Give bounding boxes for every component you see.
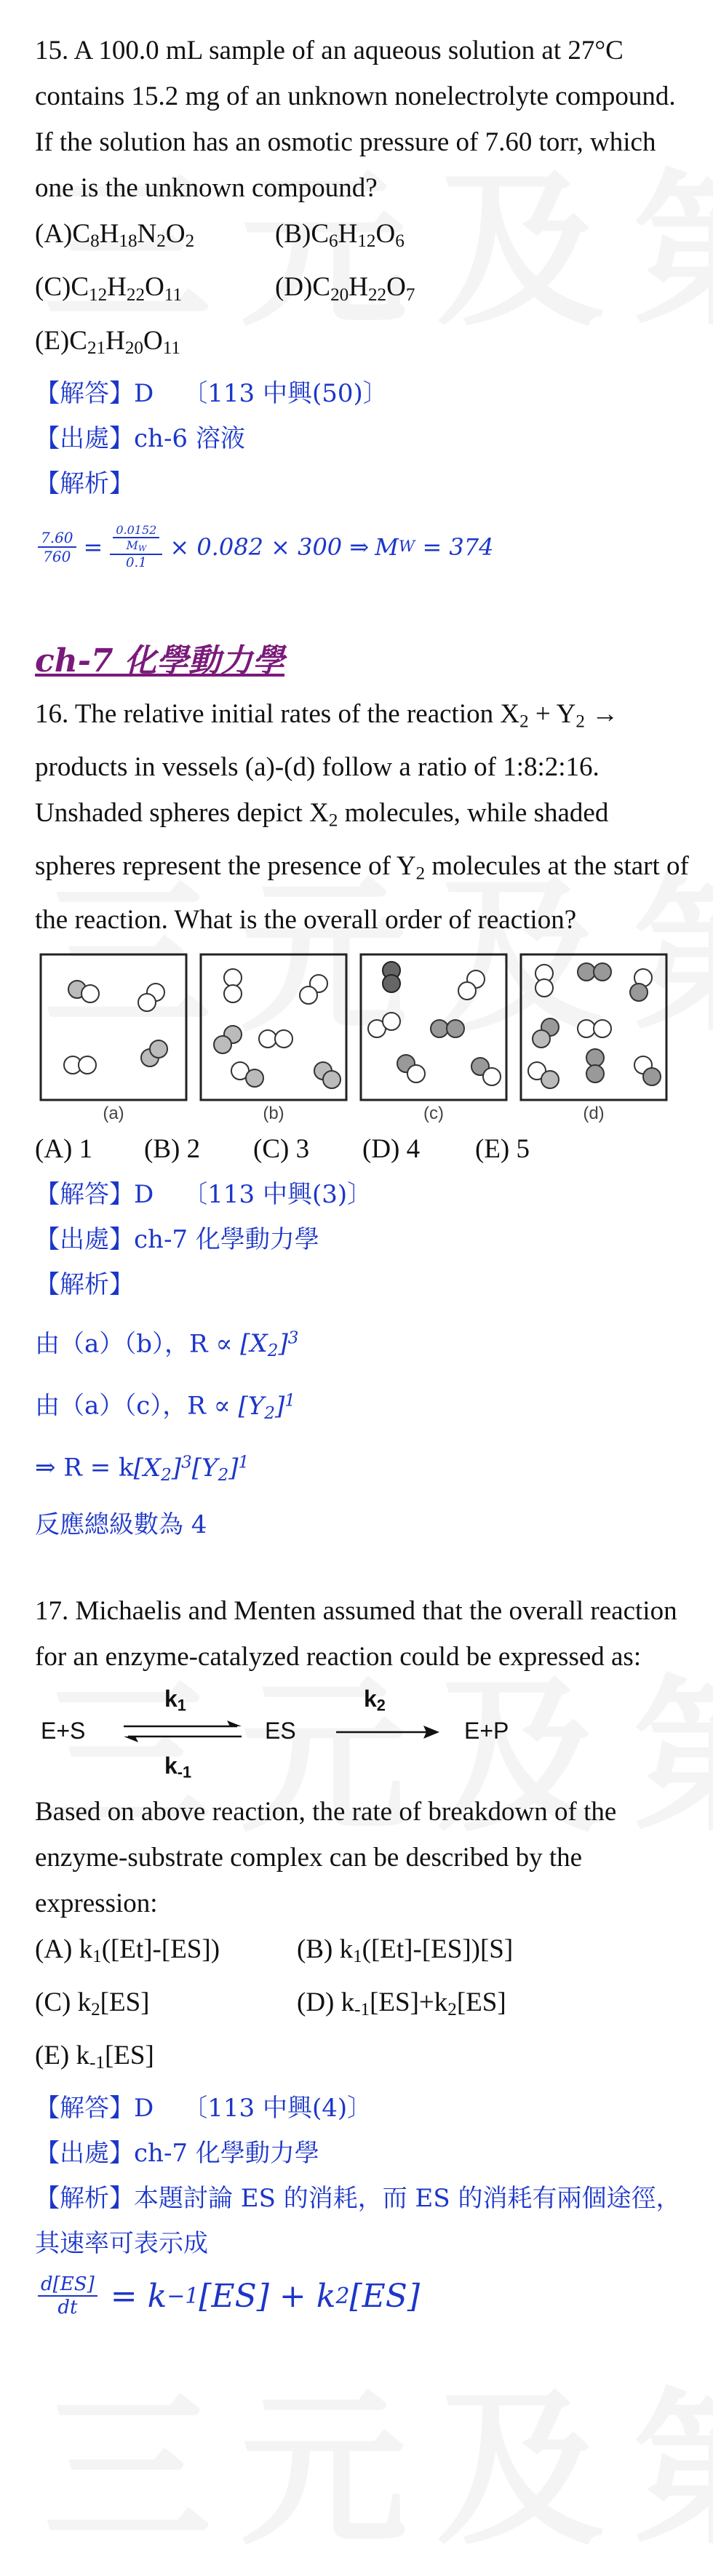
question-text-2: Based on above reaction, the rate of breakdown of the enzyme-substrate complex can be described by the expression:	[35, 1796, 617, 1918]
osmotic-equation: $\frac{7.60}{760}$ = $\frac{\frac{0.0152}{M_W}}{0.1}$ × 0.082 × 300 ⇒ M W = 374	[35, 511, 690, 583]
answer-line: 【解答】D 〔113 中興(3)〕	[35, 1179, 373, 1209]
option-b: (B)C6H12O6	[275, 219, 405, 252]
question-text: 15. A 100.0 mL sample of an aqueous solution at 27°C contains 15.2 mg of an unknown nonelectrolyte compound. If the solution has an osmotic pressure of 7.60 torr, which one is the unknown compound?	[35, 36, 676, 203]
question-15	[35, 28, 690, 583]
analysis-line: 由（a）（c），$R \propto [Y_2]^1$	[35, 1391, 295, 1423]
complex: ES	[265, 1717, 296, 1744]
document-body	[35, 28, 690, 2318]
vessels-figure	[35, 949, 675, 1123]
vessel-d	[521, 954, 666, 1123]
question-text: 16. The relative initial rates of the reaction $X_2 + Y_2$ → products in vessels (a)-(d) follow a ratio of 1:8:2:16. Unshaded spheres depict $X_2$ molecules, while shaded spheres represent the presence of $Y_2$ molecules at the start of the reaction. What is the overall order of reaction?	[35, 698, 689, 935]
options-row	[35, 318, 690, 371]
question-17	[35, 1588, 690, 2319]
option-c: (C)C12H22O11	[35, 272, 183, 305]
option-d: (D) k-1[ES]+k2[ES]	[297, 1987, 506, 2020]
question-16	[35, 691, 690, 1547]
option-a: (A)C8H18N2O2	[35, 219, 195, 252]
analysis-conclusion: 反應總級數為 4	[35, 1510, 207, 1539]
equilibrium-arrow-icon	[121, 1718, 244, 1747]
k-1-label: $k_{-1}$	[164, 1752, 192, 1782]
rate-equation: $\frac{d[ES]}{dt}$ = k −1 [ES] + k 2 [ES]	[35, 2273, 690, 2318]
option-b: (B) k1([Et]-[ES])[S]	[297, 1934, 514, 1966]
source-line: 【出處】ch-6 溶液	[35, 423, 245, 453]
vessel-c	[361, 954, 506, 1123]
vessel-label: (b)	[263, 1103, 284, 1123]
option-b: (B) 2	[144, 1133, 201, 1164]
option-d: (D) 4	[362, 1133, 421, 1164]
source-line: 【出處】ch-7 化學動力學	[35, 1224, 319, 1254]
option-e: (E) 5	[475, 1133, 530, 1164]
option-c: (C) 3	[253, 1133, 310, 1164]
options-row	[35, 2033, 690, 2086]
chapter-heading: ch-7 化學動力學	[35, 642, 284, 679]
analysis-label: 【解析】	[35, 468, 134, 498]
option-a: (A) 1	[35, 1133, 93, 1164]
k2-label: $k_2$	[364, 1685, 386, 1715]
options-row	[35, 1926, 690, 1979]
source-line: 【出處】ch-7 化學動力學	[35, 2139, 319, 2169]
option-d: (D)C20H22O7	[275, 272, 415, 305]
option-e: (E) k-1[ES]	[35, 2041, 154, 2073]
analysis-text: 【解析】本題討論 ES 的消耗，而 ES 的消耗有兩個途徑，其速率可表示成	[35, 2184, 681, 2259]
products: E+P	[464, 1717, 509, 1744]
vessel-label: (a)	[103, 1103, 124, 1123]
option-c: (C) k2[ES]	[35, 1987, 150, 2020]
option-a: (A) k1([Et]-[ES])	[35, 1934, 220, 1966]
answer-line: 【解答】D 〔113 中興(50)〕	[35, 378, 388, 408]
vessel-label: (d)	[583, 1103, 605, 1123]
options-row	[35, 211, 690, 264]
analysis-line: 由（a）（b），$R \propto [X_2]^3$	[35, 1328, 299, 1360]
vessel-label: (c)	[423, 1103, 444, 1123]
answer-line: 【解答】D 〔113 中興(4)〕	[35, 2094, 373, 2124]
forward-arrow-icon	[333, 1723, 442, 1741]
analysis-label: 【解析】	[35, 1269, 134, 1299]
options-row	[35, 1979, 690, 2033]
reactants: E+S	[41, 1717, 86, 1744]
vessel-a	[41, 954, 186, 1123]
question-text: 17. Michaelis and Menten assumed that the overall reaction for an enzyme-catalyzed reaction could be expressed as:	[35, 1595, 677, 1672]
watermark	[44, 2335, 669, 2576]
option-e: (E)C21H20O11	[35, 325, 180, 358]
reaction-scheme	[35, 1680, 690, 1789]
options-row	[35, 264, 690, 317]
analysis-line: ⇒ $R = k[X_2]^3[Y_2]^1$	[35, 1453, 250, 1485]
options-row	[35, 1126, 690, 1172]
vessel-b	[201, 954, 346, 1123]
k1-label: $k_1$	[164, 1685, 186, 1715]
